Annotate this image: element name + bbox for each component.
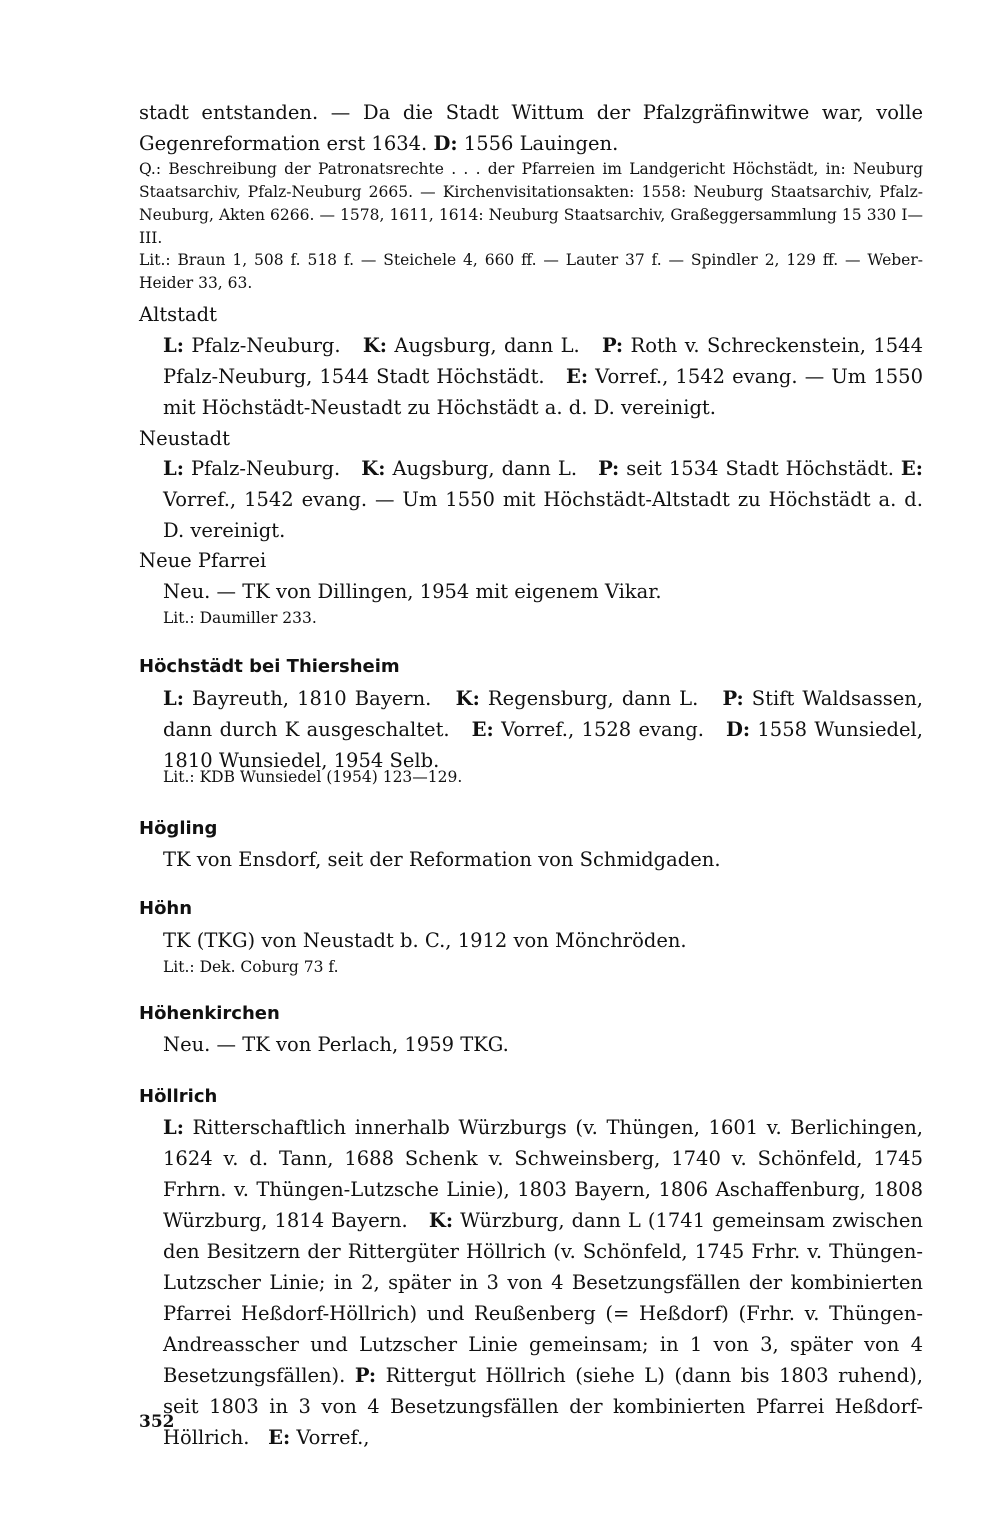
altstadt-p-text: Roth v. Schreckenstein, 1544 Pfalz-Neuburg, 1544 Stadt Höchstädt. — [163, 334, 923, 388]
altstadt-p-label: P: — [601, 334, 624, 357]
neustadt-k-label: K: — [361, 457, 386, 480]
intro-q-label: Q.: — [139, 160, 162, 178]
neue-pfarrei-title: Neue Pfarrei — [139, 549, 267, 572]
thiersheim-k-text: Regensburg, dann L. — [487, 687, 699, 710]
intro-literature — [139, 249, 923, 295]
intro-lit-label: Lit.: — [139, 251, 171, 269]
page-number: 352 — [139, 1412, 175, 1432]
intro-sources — [139, 158, 923, 250]
thiersheim-l-label: L: — [163, 687, 184, 710]
hoellrich-e-label: E: — [268, 1426, 291, 1449]
hoegling-text: TK von Ensdorf, seit der Reformation von Schmidgaden. — [163, 848, 721, 871]
hoellrich-p-label: P: — [354, 1364, 377, 1387]
thiersheim-k-label: K: — [455, 687, 480, 710]
hoehn-heading: Höhn — [139, 898, 193, 919]
altstadt-paragraph — [139, 330, 923, 423]
neue-pfarrei-lit-label: Lit.: — [163, 609, 195, 627]
thiersheim-e-text: Vorref., 1528 evang. — [501, 718, 704, 741]
hoellrich-l-label: L: — [163, 1116, 184, 1139]
hoehn-lit-label: Lit.: — [163, 958, 195, 976]
neustadt-e-label: E: — [900, 457, 923, 480]
neustadt-k-text: Augsburg, dann L. — [392, 457, 578, 480]
neue-pfarrei-text: Neu. — TK von Dillingen, 1954 mit eigenem Vikar. — [163, 580, 662, 603]
thiersheim-lit-text: KDB Wunsiedel (1954) 123—129. — [199, 768, 463, 786]
hoellrich-l-text: Ritterschaftlich innerhalb Würzburgs (v. Thüngen, 1601 v. Berlichingen, 1624 v. d. Tann, 1688 Schenk v. Schweinsberg, 1740 v. Schönfeld, 1745 Frhrn. v. Thüngen-Lutzsche Linie), 1803 Bayern, 1806 Aschaffenburg, 1808 Würzburg, 1814 Bayern. — [163, 1116, 924, 1232]
neustadt-title: Neustadt — [139, 427, 230, 450]
neue-pfarrei-literature — [139, 607, 923, 630]
neustadt-l-text: Pfalz-Neuburg. — [190, 457, 341, 480]
intro-d-label: D: — [433, 132, 458, 155]
altstadt-l-text: Pfalz-Neuburg. — [191, 334, 341, 357]
neustadt-e-text: Vorref., 1542 evang. — Um 1550 mit Höchstädt-Altstadt zu Höchstädt a. d. D. vereinigt. — [163, 488, 923, 542]
intro-d-text: 1556 Lauingen. — [463, 132, 619, 155]
neustadt-p-label: P: — [598, 457, 620, 480]
intro-paragraph — [139, 97, 923, 159]
thiersheim-paragraph — [139, 683, 923, 776]
neustadt-p-text: seit 1534 Stadt Höchstädt. — [626, 457, 894, 480]
altstadt-l-label: L: — [163, 334, 184, 357]
hoegling-heading: Högling — [139, 818, 218, 839]
neue-pfarrei-lit-text: Daumiller 233. — [199, 609, 317, 627]
thiersheim-d-label: D: — [725, 718, 751, 741]
intro-q-text: Beschreibung der Patronatsrechte . . . der Pfarreien im Landgericht Höchstädt, in: Neuburg Staatsarchiv, Pfalz-Neuburg 2665. — Kirchenvisitationsakten: 1558: Neuburg Staatsarchiv, Pfalz-Neuburg, Akten 6266. — 1578, 1611, 1614: Neuburg Staatsarchiv, Graßeggersammlung 15 330 I—III. — [139, 160, 923, 247]
thiersheim-lit-label: Lit.: — [163, 768, 195, 786]
altstadt-k-label: K: — [362, 334, 387, 357]
intro-lit-text: Braun 1, 508 f. 518 f. — Steichele 4, 660 ff. — Lauter 37 f. — Spindler 2, 129 ff. — Weber-Heider 33, 63. — [139, 251, 923, 292]
thiersheim-heading: Höchstädt bei Thiersheim — [139, 656, 400, 677]
hoellrich-heading: Höllrich — [139, 1086, 218, 1107]
hoellrich-p-text: Rittergut Höllrich (siehe L) (dann bis 1803 ruhend), seit 1803 in 3 von 4 Besetzungsfällen der kombinierten Pfarrei Heßdorf-Höllrich. — [163, 1364, 924, 1449]
thiersheim-e-label: E: — [471, 718, 494, 741]
hoehn-literature — [139, 956, 923, 979]
altstadt-k-text: Augsburg, dann L. — [394, 334, 580, 357]
thiersheim-d-text: 1558 Wunsiedel, 1810 Wunsiedel, 1954 Selb. — [163, 718, 923, 772]
hoehenkirchen-heading: Höhenkirchen — [139, 1003, 280, 1024]
hoellrich-paragraph — [139, 1112, 923, 1453]
neustadt-l-label: L: — [163, 457, 184, 480]
hoellrich-k-label: K: — [428, 1209, 454, 1232]
intro-text: stadt entstanden. — Da die Stadt Wittum der Pfalzgräfinwitwe war, volle Gegenreformation erst 1634. — [139, 101, 923, 155]
altstadt-title: Altstadt — [139, 303, 217, 326]
thiersheim-literature — [139, 766, 923, 789]
thiersheim-l-text: Bayreuth, 1810 Bayern. — [192, 687, 432, 710]
thiersheim-p-label: P: — [722, 687, 744, 710]
hoehn-lit-text: Dek. Coburg 73 f. — [199, 958, 339, 976]
neustadt-paragraph — [139, 453, 923, 546]
hoehenkirchen-text: Neu. — TK von Perlach, 1959 TKG. — [163, 1033, 509, 1056]
hoellrich-k-text: Würzburg, dann L (1741 gemeinsam zwischen den Besitzern der Rittergüter Höllrich (v. Schönfeld, 1745 Frhr. v. Thüngen-Lutzscher Linie; in 2, später in 3 von 4 Besetzungsfällen der kombinierten Pfarrei Heßdorf-Höllrich) und Reußenberg (= Heßdorf) (Frhr. v. Thüngen-Andreasscher und Lutzscher Linie gemeinsam; in 1 von 3, später von 4 Besetzungsfällen). — [163, 1209, 923, 1387]
altstadt-e-label: E: — [565, 365, 589, 388]
thiersheim-p-text: Stift Waldsassen, dann durch K ausgeschaltet. — [163, 687, 923, 741]
hoellrich-e-text: Vorref., — [296, 1426, 370, 1449]
hoehn-text: TK (TKG) von Neustadt b. C., 1912 von Mönchröden. — [163, 929, 687, 952]
altstadt-e-text: Vorref., 1542 evang. — Um 1550 mit Höchstädt-Neustadt zu Höchstädt a. d. D. vereinigt. — [163, 365, 923, 419]
